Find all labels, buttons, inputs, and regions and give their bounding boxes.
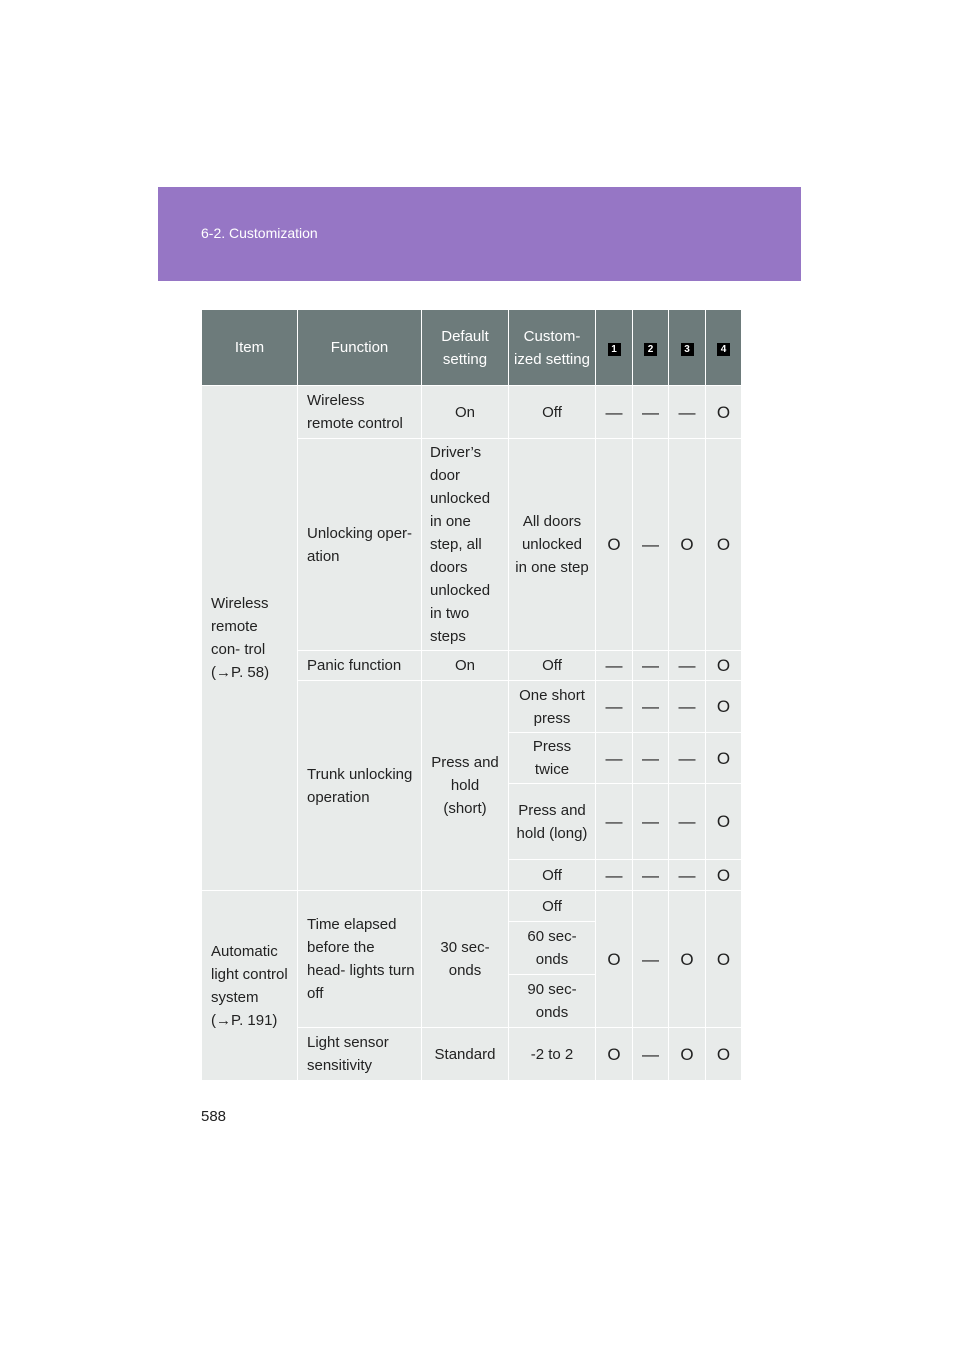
function-cell: Wireless remote control xyxy=(298,386,422,439)
mark-cell: — xyxy=(633,784,669,860)
custom-cell: One short press xyxy=(509,681,596,733)
function-cell: Trunk unlocking operation xyxy=(298,681,422,891)
mark-cell: O xyxy=(706,681,742,733)
mark-cell: O xyxy=(706,860,742,891)
custom-cell: Press twice xyxy=(509,733,596,784)
col-badge-4 xyxy=(706,310,742,386)
mark-cell: — xyxy=(596,651,633,681)
default-cell: On xyxy=(422,651,509,681)
col-badge-1 xyxy=(596,310,633,386)
group-wireless: Wireless remote con- trol (→P. 58) xyxy=(202,386,298,891)
custom-cell: Off xyxy=(509,891,596,922)
mark-cell: O xyxy=(706,386,742,439)
mark-cell: O xyxy=(706,1028,742,1081)
mark-cell: — xyxy=(669,651,706,681)
mark-cell: — xyxy=(669,784,706,860)
mark-cell: — xyxy=(596,860,633,891)
mark-cell: O xyxy=(669,891,706,1028)
default-cell: Driver’s door unlocked in one step, all doors unlocked in two steps xyxy=(422,439,509,651)
mark-cell: O xyxy=(596,439,633,651)
badge-1-icon: 1 xyxy=(608,343,621,356)
function-cell: Unlocking oper- ation xyxy=(298,439,422,651)
col-badge-2 xyxy=(633,310,669,386)
mark-cell: O xyxy=(596,891,633,1028)
mark-cell: O xyxy=(706,784,742,860)
mark-cell: — xyxy=(633,891,669,1028)
function-cell: Light sensor sensitivity xyxy=(298,1028,422,1081)
group-light: Automatic light control system (→P. 191) xyxy=(202,891,298,1081)
section-header-band xyxy=(158,187,801,281)
mark-cell: — xyxy=(596,681,633,733)
mark-cell: — xyxy=(596,784,633,860)
col-customized: Custom- ized setting xyxy=(509,310,596,386)
default-cell: Standard xyxy=(422,1028,509,1081)
page-number: 588 xyxy=(201,1108,227,1125)
default-cell: 30 sec- onds xyxy=(422,891,509,1028)
badge-3-icon: 3 xyxy=(681,343,694,356)
default-cell: On xyxy=(422,386,509,439)
mark-cell: — xyxy=(633,681,669,733)
mark-cell: O xyxy=(706,651,742,681)
mark-cell: O xyxy=(596,1028,633,1081)
mark-cell: — xyxy=(596,733,633,784)
custom-cell: 90 sec- onds xyxy=(509,975,596,1028)
section-label: 6-2. Customization xyxy=(201,225,318,241)
badge-2-icon: 2 xyxy=(644,343,657,356)
mark-cell: — xyxy=(669,860,706,891)
function-cell: Panic function xyxy=(298,651,422,681)
customization-table xyxy=(201,309,742,1081)
mark-cell: — xyxy=(633,733,669,784)
custom-cell: Off xyxy=(509,386,596,439)
col-default: Default setting xyxy=(422,310,509,386)
function-cell: Time elapsed before the head- lights turn off xyxy=(298,891,422,1028)
mark-cell: — xyxy=(633,860,669,891)
mark-cell: — xyxy=(669,681,706,733)
mark-cell: — xyxy=(633,386,669,439)
default-cell: Press and hold (short) xyxy=(422,681,509,891)
col-badge-3 xyxy=(669,310,706,386)
custom-cell: 60 sec- onds xyxy=(509,922,596,975)
col-function: Function xyxy=(298,310,422,386)
mark-cell: O xyxy=(669,1028,706,1081)
custom-cell: Off xyxy=(509,651,596,681)
mark-cell: O xyxy=(706,439,742,651)
table-header-row xyxy=(202,310,742,386)
custom-cell: -2 to 2 xyxy=(509,1028,596,1081)
mark-cell: — xyxy=(633,439,669,651)
mark-cell: — xyxy=(669,386,706,439)
badge-4-icon: 4 xyxy=(717,343,730,356)
mark-cell: O xyxy=(706,891,742,1028)
mark-cell: — xyxy=(633,1028,669,1081)
custom-cell: All doors unlocked in one step xyxy=(509,439,596,651)
table-row xyxy=(202,386,742,439)
table-row xyxy=(202,891,742,922)
col-item: Item xyxy=(202,310,298,386)
mark-cell: — xyxy=(596,386,633,439)
mark-cell: — xyxy=(633,651,669,681)
mark-cell: O xyxy=(669,439,706,651)
custom-cell: Press and hold (long) xyxy=(509,784,596,860)
mark-cell: O xyxy=(706,733,742,784)
mark-cell: — xyxy=(669,733,706,784)
custom-cell: Off xyxy=(509,860,596,891)
